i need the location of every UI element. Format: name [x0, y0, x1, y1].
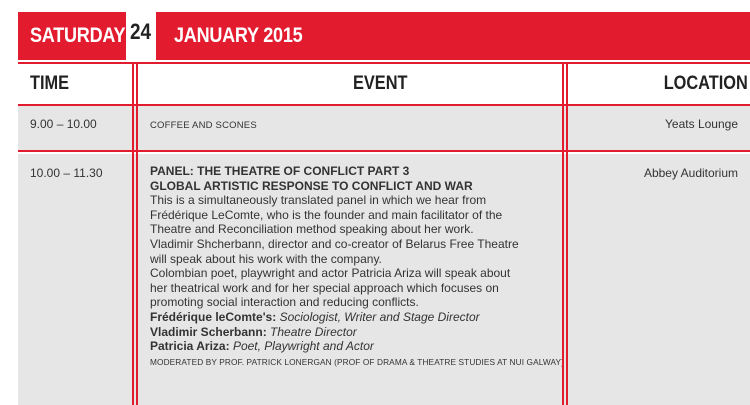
event-subtitle: GLOBAL ARTISTIC RESPONSE TO CONFLICT AND WAR [150, 178, 473, 193]
date-banner [18, 12, 750, 60]
event-description [150, 164, 570, 369]
credit-role: Theatre Director [270, 324, 357, 339]
row-time: 10.00 – 11.30 [30, 166, 103, 180]
banner-day: SATURDAY [30, 24, 126, 47]
credit-role: Sociologist, Writer and Stage Director [279, 309, 480, 324]
event-text-line: Vladimir Shcherbann, director and co-creator of Belarus Free Theatre [150, 236, 519, 251]
banner-date: 24 [130, 19, 152, 44]
column-divider-left [132, 62, 138, 405]
row-location: Yeats Lounge [665, 117, 738, 131]
row-location: Abbey Auditorium [643, 166, 738, 180]
header-time: TIME [30, 73, 70, 94]
event-text-line: This is a simultaneously translated panel in which we hear from [150, 193, 487, 208]
table-row [18, 154, 750, 405]
credit-line [150, 339, 570, 354]
header-location: LOCATION [663, 73, 748, 94]
event-text-line: her theatrical work and for her special approach which focuses on [150, 280, 499, 295]
credit-name: Vladimir Scherbann: [150, 324, 267, 339]
header-event: EVENT [353, 73, 408, 94]
event-title: PANEL: THE THEATRE OF CONFLICT PART 3 [150, 164, 410, 178]
credit-line [150, 310, 570, 325]
event-text-line: Colombian poet, playwright and actor Patricia Ariza will speak about [150, 266, 511, 281]
schedule-table [18, 62, 750, 405]
credit-role: Poet, Playwright and Actor [232, 339, 374, 354]
credit-name: Patricia Ariza: [150, 339, 230, 354]
row-event: COFFEE AND SCONES [150, 120, 257, 131]
banner-month-year: JANUARY 2015 [174, 24, 303, 47]
event-text-line: Theatre and Reconciliation method speaking about her work. [150, 222, 474, 237]
event-text-line: will speak about his work with the company. [150, 251, 382, 266]
event-text-line: Frédérique LeComte, who is the founder and main facilitator of the [150, 207, 503, 222]
moderator-note: MODERATED BY PROF. PATRICK LONERGAN (PROF OF DRAMA & THEATRE STUDIES AT NUI GALWAY) [150, 356, 564, 367]
row-time: 9.00 – 10.00 [30, 117, 97, 131]
event-text-line: promoting social interaction and reducing conflicts. [150, 295, 419, 310]
credit-name: Frédérique leComte's: [150, 309, 277, 324]
credit-line [150, 325, 570, 340]
table-row [18, 106, 750, 150]
row-divider [18, 150, 750, 152]
column-divider-right [562, 62, 568, 405]
